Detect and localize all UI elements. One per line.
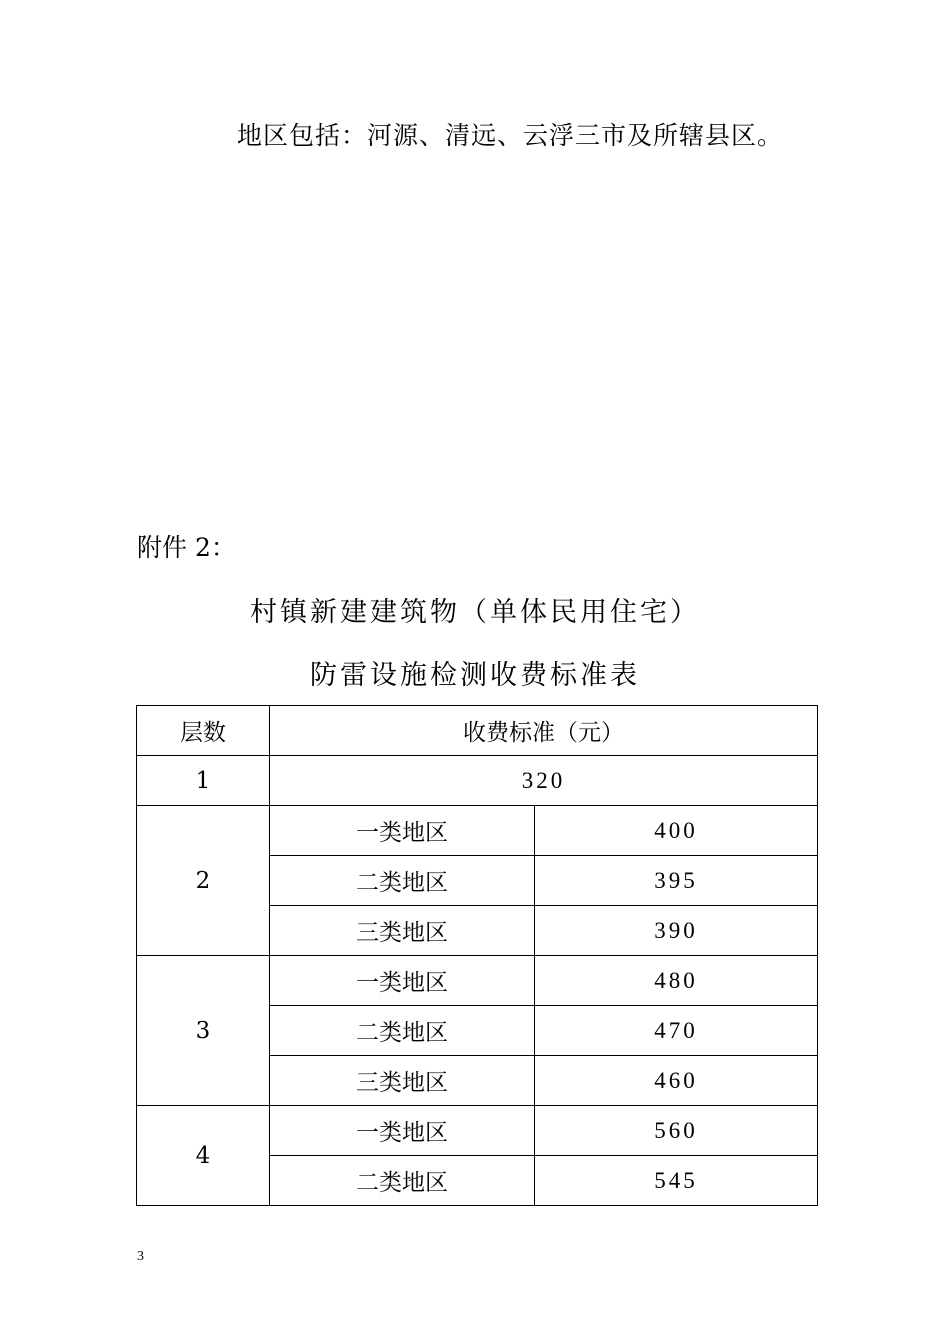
table-row <box>137 1106 818 1156</box>
table-title-line-2: 防雷设施检测收费标准表 <box>310 660 640 691</box>
floor-cell: 3 <box>137 956 270 1106</box>
area-cell: 二类地区 <box>270 1006 535 1056</box>
area-cell: 三类地区 <box>270 1056 535 1106</box>
fee-cell: 400 <box>535 806 818 856</box>
floor-cell: 1 <box>137 756 270 806</box>
fee-standard-table <box>136 705 818 1206</box>
fee-cell: 320 <box>270 756 818 806</box>
table-title-line-1: 村镇新建建筑物（单体民用住宅） <box>250 597 700 628</box>
area-cell: 一类地区 <box>270 1106 535 1156</box>
table-row <box>137 956 818 1006</box>
table-row <box>137 756 818 806</box>
region-note: 地区包括：河源、清远、云浮三市及所辖县区。 <box>237 121 784 150</box>
page-number: 3 <box>137 1249 144 1264</box>
area-cell: 一类地区 <box>270 806 535 856</box>
header-floors: 层数 <box>137 706 270 756</box>
area-cell: 二类地区 <box>270 1156 535 1206</box>
area-cell: 三类地区 <box>270 906 535 956</box>
fee-cell: 545 <box>535 1156 818 1206</box>
table-header-row <box>137 706 818 756</box>
header-fee: 收费标准（元） <box>270 706 818 756</box>
fee-cell: 460 <box>535 1056 818 1106</box>
annex-label: 附件 2： <box>137 533 236 562</box>
fee-cell: 480 <box>535 956 818 1006</box>
area-cell: 二类地区 <box>270 856 535 906</box>
fee-cell: 395 <box>535 856 818 906</box>
fee-cell: 390 <box>535 906 818 956</box>
fee-cell: 560 <box>535 1106 818 1156</box>
table-row <box>137 806 818 856</box>
floor-cell: 4 <box>137 1106 270 1206</box>
area-cell: 一类地区 <box>270 956 535 1006</box>
floor-cell: 2 <box>137 806 270 956</box>
fee-cell: 470 <box>535 1006 818 1056</box>
